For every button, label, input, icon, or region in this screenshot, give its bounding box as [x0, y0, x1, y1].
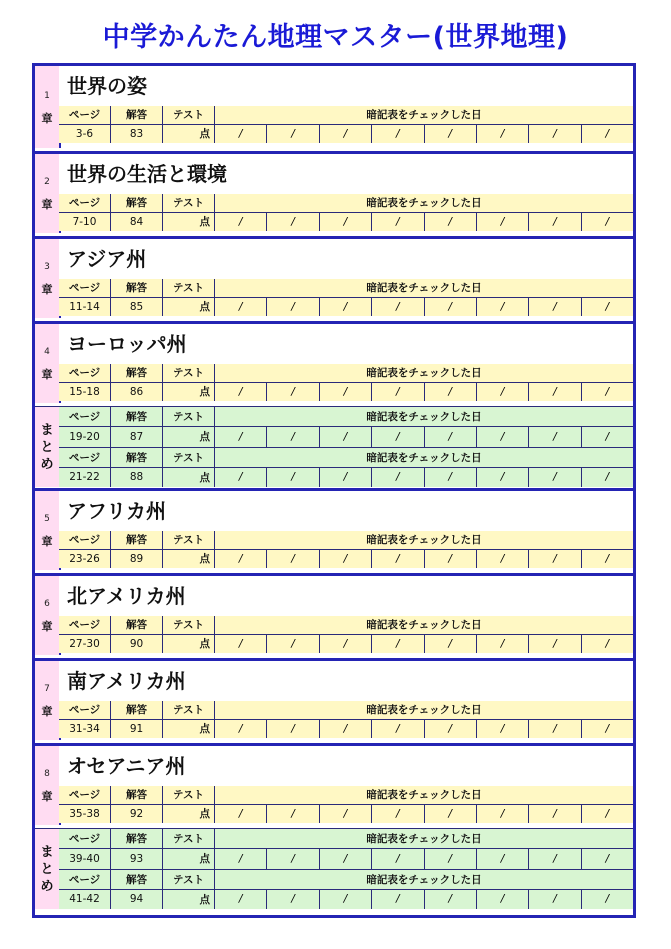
check-date-header: 暗記表をチェックした日 — [215, 786, 633, 804]
header-row — [59, 616, 633, 635]
pages-value: 27-30 — [59, 635, 111, 654]
chapter-number: 2 — [44, 177, 50, 187]
chapter-block — [35, 66, 633, 148]
check-date-field[interactable]: / — [529, 213, 581, 232]
check-date-field[interactable]: / — [267, 550, 319, 569]
check-date-field[interactable]: / — [372, 805, 424, 824]
check-date-field[interactable]: / — [582, 213, 633, 232]
pages-header: ページ — [59, 194, 111, 212]
pages-header: ページ — [59, 531, 111, 549]
answer-header: 解答 — [111, 279, 163, 297]
check-date-field[interactable]: / — [477, 468, 529, 487]
answer-value: 87 — [111, 427, 163, 446]
value-row — [59, 427, 633, 447]
summary-char: め — [40, 456, 54, 472]
answer-header: 解答 — [111, 701, 163, 719]
check-date-field[interactable]: / — [215, 468, 267, 487]
chapter-number: 7 — [44, 684, 50, 694]
check-date-field[interactable]: / — [477, 213, 529, 232]
test-score-field[interactable]: 点 — [163, 213, 215, 232]
page-title: 中学かんたん地理マスター(世界地理) — [102, 22, 569, 53]
chapter-title: 世界の生活と環境 — [67, 162, 227, 186]
chapter-label — [35, 576, 61, 655]
check-date-field[interactable]: / — [267, 805, 319, 824]
check-date-field[interactable]: / — [582, 125, 633, 144]
check-date-field[interactable]: / — [267, 849, 319, 868]
header-row — [59, 279, 633, 298]
chapter-label — [35, 491, 61, 570]
check-date-field[interactable]: / — [425, 125, 477, 144]
check-date-field[interactable]: / — [215, 849, 267, 868]
test-score-field[interactable]: 点 — [163, 298, 215, 317]
test-score-field[interactable]: 点 — [163, 383, 215, 402]
pages-header: ページ — [59, 106, 111, 124]
check-date-field[interactable]: / — [582, 805, 633, 824]
check-date-field[interactable]: / — [372, 298, 424, 317]
answer-value: 90 — [111, 635, 163, 654]
chapter-block — [35, 236, 633, 318]
check-date-field[interactable]: / — [529, 550, 581, 569]
test-header: テスト — [163, 616, 215, 634]
check-date-field[interactable]: / — [215, 125, 267, 144]
check-date-field[interactable]: / — [477, 298, 529, 317]
chapter-block — [35, 488, 633, 570]
value-row — [59, 383, 633, 402]
answer-value: 88 — [111, 468, 163, 487]
answer-header: 解答 — [111, 106, 163, 124]
chapter-word: 章 — [41, 198, 53, 211]
chapter-title: アフリカ州 — [67, 499, 166, 523]
test-score-field[interactable]: 点 — [163, 550, 215, 569]
check-date-field[interactable]: / — [582, 720, 633, 739]
chapter-label — [35, 746, 61, 825]
pages-header: ページ — [59, 701, 111, 719]
check-date-field[interactable]: / — [320, 468, 372, 487]
check-date-field[interactable]: / — [425, 468, 477, 487]
pages-value: 3-6 — [59, 125, 111, 144]
check-date-field[interactable]: / — [215, 213, 267, 232]
value-row — [59, 720, 633, 739]
check-date-field[interactable]: / — [425, 805, 477, 824]
chapter-title-row — [59, 324, 633, 365]
answer-value: 85 — [111, 298, 163, 317]
test-score-field[interactable]: 点 — [163, 890, 215, 909]
check-date-field[interactable]: / — [215, 890, 267, 909]
answer-value: 89 — [111, 550, 163, 569]
chapter-block — [35, 743, 633, 825]
check-date-field[interactable]: / — [529, 427, 581, 446]
test-header: テスト — [163, 786, 215, 804]
check-date-field[interactable]: / — [267, 298, 319, 317]
test-header: テスト — [163, 364, 215, 382]
value-row — [59, 550, 633, 569]
value-row — [59, 805, 633, 824]
check-date-header: 暗記表をチェックした日 — [215, 616, 633, 634]
check-date-field[interactable]: / — [372, 468, 424, 487]
header-row — [59, 364, 633, 383]
check-date-field[interactable]: / — [425, 427, 477, 446]
pages-value: 41-42 — [59, 890, 111, 909]
pages-header: ページ — [59, 870, 111, 889]
summary-label — [35, 407, 61, 487]
check-date-header: 暗記表をチェックした日 — [215, 279, 633, 297]
summary-char: め — [40, 878, 54, 894]
test-header: テスト — [163, 279, 215, 297]
check-date-field[interactable]: / — [267, 125, 319, 144]
check-date-field[interactable]: / — [215, 383, 267, 402]
check-date-field[interactable]: / — [267, 720, 319, 739]
answer-value: 86 — [111, 383, 163, 402]
check-date-field[interactable]: / — [529, 849, 581, 868]
check-date-field[interactable]: / — [320, 213, 372, 232]
pages-header: ページ — [59, 448, 111, 467]
check-date-field[interactable]: / — [372, 427, 424, 446]
check-date-field[interactable]: / — [320, 550, 372, 569]
check-date-field[interactable]: / — [529, 720, 581, 739]
chapter-label — [35, 239, 61, 318]
answer-value: 92 — [111, 805, 163, 824]
chapter-number: 3 — [44, 262, 50, 272]
summary-char: ま — [40, 844, 54, 860]
value-row — [59, 298, 633, 317]
check-date-header: 暗記表をチェックした日 — [215, 106, 633, 124]
check-date-field[interactable]: / — [582, 635, 633, 654]
check-date-field[interactable]: / — [215, 805, 267, 824]
answer-header: 解答 — [111, 616, 163, 634]
check-date-field[interactable]: / — [320, 383, 372, 402]
check-date-field[interactable]: / — [477, 427, 529, 446]
test-score-field[interactable]: 点 — [163, 805, 215, 824]
check-date-field[interactable]: / — [477, 550, 529, 569]
check-date-field[interactable]: / — [582, 298, 633, 317]
chapter-title-row — [59, 154, 633, 195]
check-date-field[interactable]: / — [267, 468, 319, 487]
pages-header: ページ — [59, 279, 111, 297]
check-date-field[interactable]: / — [267, 635, 319, 654]
check-date-field[interactable]: / — [529, 298, 581, 317]
check-date-field[interactable]: / — [267, 427, 319, 446]
check-date-header: 暗記表をチェックした日 — [215, 701, 633, 719]
check-date-field[interactable]: / — [477, 890, 529, 909]
check-date-field[interactable]: / — [582, 468, 633, 487]
check-date-field[interactable]: / — [529, 125, 581, 144]
value-row — [59, 849, 633, 869]
check-date-field[interactable]: / — [320, 849, 372, 868]
check-date-field[interactable]: / — [215, 720, 267, 739]
answer-header: 解答 — [111, 531, 163, 549]
answer-header: 解答 — [111, 194, 163, 212]
check-date-field[interactable]: / — [372, 635, 424, 654]
pages-value: 31-34 — [59, 720, 111, 739]
answer-value: 83 — [111, 125, 163, 144]
test-score-field[interactable]: 点 — [163, 849, 215, 868]
value-row — [59, 213, 633, 232]
pages-value: 35-38 — [59, 805, 111, 824]
summary-block — [35, 406, 633, 487]
test-header: テスト — [163, 448, 215, 467]
check-date-header: 暗記表をチェックした日 — [215, 531, 633, 549]
chapter-word: 章 — [41, 535, 53, 548]
check-date-field[interactable]: / — [320, 805, 372, 824]
value-row — [59, 125, 633, 144]
answer-value: 93 — [111, 849, 163, 868]
check-date-field[interactable]: / — [582, 550, 633, 569]
header-row — [59, 531, 633, 550]
pages-value: 19-20 — [59, 427, 111, 446]
header-row — [59, 829, 633, 849]
check-date-field[interactable]: / — [320, 635, 372, 654]
pages-value: 7-10 — [59, 213, 111, 232]
answer-header: 解答 — [111, 786, 163, 804]
chapter-label — [35, 66, 61, 148]
header-row — [59, 701, 633, 720]
summary-char: と — [40, 439, 54, 455]
test-header: テスト — [163, 870, 215, 889]
check-date-field[interactable]: / — [477, 849, 529, 868]
check-date-field[interactable]: / — [372, 213, 424, 232]
answer-value: 91 — [111, 720, 163, 739]
check-date-field[interactable]: / — [425, 849, 477, 868]
chapter-title-row — [59, 661, 633, 702]
pages-header: ページ — [59, 364, 111, 382]
chapter-word: 章 — [41, 705, 53, 718]
check-date-header: 暗記表をチェックした日 — [215, 364, 633, 382]
check-date-field[interactable]: / — [267, 890, 319, 909]
chapter-title-row — [59, 239, 633, 280]
answer-header: 解答 — [111, 870, 163, 889]
check-date-header: 暗記表をチェックした日 — [215, 194, 633, 212]
test-header: テスト — [163, 194, 215, 212]
check-date-header: 暗記表をチェックした日 — [215, 829, 633, 848]
chapter-title-row — [59, 746, 633, 787]
test-header: テスト — [163, 531, 215, 549]
check-date-field[interactable]: / — [215, 635, 267, 654]
test-score-field[interactable]: 点 — [163, 125, 215, 144]
answer-header: 解答 — [111, 829, 163, 848]
chapter-title: オセアニア州 — [67, 754, 186, 778]
value-row — [59, 890, 633, 909]
chapter-number: 1 — [44, 90, 50, 101]
check-date-field[interactable]: / — [529, 805, 581, 824]
pages-value: 15-18 — [59, 383, 111, 402]
chapter-block — [35, 573, 633, 655]
check-date-header: 暗記表をチェックした日 — [215, 407, 633, 426]
check-date-field[interactable]: / — [425, 635, 477, 654]
check-date-header: 暗記表をチェックした日 — [215, 448, 633, 467]
chapter-word: 章 — [41, 283, 53, 296]
check-date-field[interactable]: / — [215, 298, 267, 317]
chapter-title: アジア州 — [67, 247, 147, 271]
chapter-block — [35, 658, 633, 740]
test-score-field[interactable]: 点 — [163, 720, 215, 739]
chapter-title: 北アメリカ州 — [67, 584, 186, 608]
pages-header: ページ — [59, 829, 111, 848]
chapter-title: 世界の姿 — [67, 74, 147, 98]
test-header: テスト — [163, 106, 215, 124]
check-date-field[interactable]: / — [372, 890, 424, 909]
chapter-number: 6 — [44, 599, 50, 609]
check-date-field[interactable]: / — [425, 213, 477, 232]
test-header: テスト — [163, 701, 215, 719]
test-score-field[interactable]: 点 — [163, 468, 215, 487]
header-row — [59, 448, 633, 468]
check-date-field[interactable]: / — [425, 720, 477, 739]
chapter-word: 章 — [41, 620, 53, 633]
chapter-word: 章 — [41, 368, 53, 381]
check-date-field[interactable]: / — [582, 849, 633, 868]
chapter-number: 8 — [44, 769, 50, 779]
check-date-field[interactable]: / — [320, 125, 372, 144]
check-date-field[interactable]: / — [477, 383, 529, 402]
header-row — [59, 870, 633, 890]
check-date-field[interactable]: / — [477, 125, 529, 144]
check-date-field[interactable]: / — [529, 383, 581, 402]
check-date-field[interactable]: / — [582, 383, 633, 402]
check-date-field[interactable]: / — [529, 468, 581, 487]
chapter-label — [35, 324, 61, 403]
header-row — [59, 407, 633, 427]
pages-value: 11-14 — [59, 298, 111, 317]
header-row — [59, 106, 633, 125]
header-row — [59, 786, 633, 805]
summary-char: ま — [40, 422, 54, 438]
pages-header: ページ — [59, 407, 111, 426]
answer-header: 解答 — [111, 364, 163, 382]
check-date-field[interactable]: / — [372, 125, 424, 144]
check-date-field[interactable]: / — [529, 635, 581, 654]
check-date-field[interactable]: / — [267, 213, 319, 232]
chapter-title: 南アメリカ州 — [67, 669, 186, 693]
chapter-check-sheet — [32, 63, 636, 918]
check-date-field[interactable]: / — [320, 427, 372, 446]
test-header: テスト — [163, 829, 215, 848]
answer-header: 解答 — [111, 448, 163, 467]
pages-header: ページ — [59, 786, 111, 804]
check-date-field[interactable]: / — [267, 383, 319, 402]
check-date-field[interactable]: / — [372, 849, 424, 868]
check-date-field[interactable]: / — [582, 890, 633, 909]
check-date-field[interactable]: / — [477, 635, 529, 654]
answer-value: 84 — [111, 213, 163, 232]
check-date-field[interactable]: / — [372, 383, 424, 402]
chapter-number: 5 — [44, 514, 50, 524]
answer-header: 解答 — [111, 407, 163, 426]
check-date-field[interactable]: / — [425, 890, 477, 909]
chapter-word: 章 — [41, 790, 53, 803]
check-date-field[interactable]: / — [372, 720, 424, 739]
chapter-block — [35, 151, 633, 233]
check-date-field[interactable]: / — [477, 805, 529, 824]
check-date-field[interactable]: / — [215, 427, 267, 446]
test-score-field[interactable]: 点 — [163, 427, 215, 446]
summary-label — [35, 829, 61, 909]
answer-value: 94 — [111, 890, 163, 909]
value-row — [59, 635, 633, 654]
chapter-title-row — [59, 491, 633, 532]
check-date-field[interactable]: / — [425, 383, 477, 402]
chapter-title: ヨーロッパ州 — [67, 332, 187, 356]
check-date-field[interactable]: / — [425, 298, 477, 317]
check-date-field[interactable]: / — [320, 890, 372, 909]
chapter-number: 4 — [44, 347, 50, 357]
check-date-field[interactable]: / — [372, 550, 424, 569]
chapter-label — [35, 154, 61, 233]
header-row — [59, 194, 633, 213]
chapter-word: 章 — [41, 111, 53, 125]
test-header: テスト — [163, 407, 215, 426]
check-date-field[interactable]: / — [477, 720, 529, 739]
chapter-title-row — [59, 576, 633, 617]
check-date-field[interactable]: / — [529, 890, 581, 909]
check-date-header: 暗記表をチェックした日 — [215, 870, 633, 889]
pages-value: 39-40 — [59, 849, 111, 868]
pages-value: 21-22 — [59, 468, 111, 487]
check-date-field[interactable]: / — [215, 550, 267, 569]
pages-header: ページ — [59, 616, 111, 634]
check-date-field[interactable]: / — [425, 550, 477, 569]
check-date-field[interactable]: / — [320, 720, 372, 739]
check-date-field[interactable]: / — [320, 298, 372, 317]
summary-char: と — [40, 861, 54, 877]
summary-block — [35, 828, 633, 909]
check-date-field[interactable]: / — [582, 427, 633, 446]
chapter-title-row — [59, 66, 633, 107]
chapter-block — [35, 321, 633, 403]
value-row — [59, 468, 633, 487]
pages-value: 23-26 — [59, 550, 111, 569]
test-score-field[interactable]: 点 — [163, 635, 215, 654]
chapter-label — [35, 661, 61, 740]
